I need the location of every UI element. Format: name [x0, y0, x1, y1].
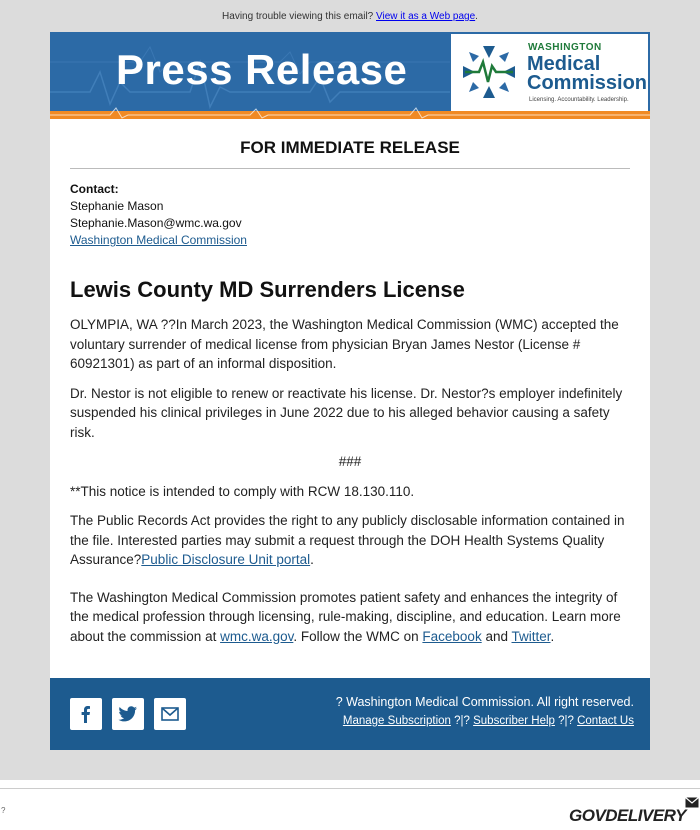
logo-commission: Commission	[527, 72, 648, 94]
footer-separator: ?|?	[554, 715, 578, 727]
contact-email: Stephanie.Mason@wmc.wa.gov	[70, 216, 242, 230]
twitter-button[interactable]	[112, 698, 144, 730]
paragraph-5-mid: . Follow the WMC on	[293, 628, 423, 644]
article-headline: Lewis County MD Surrenders License	[70, 277, 465, 302]
bottom-qmark: ?	[1, 806, 6, 815]
article-body	[70, 315, 630, 656]
web-view-text: Having trouble viewing this email?	[222, 11, 377, 22]
paragraph-1: OLYMPIA, WA ??In March 2023, the Washington Medical Commission (WMC) accepted the voluntary surrender of medical license from physician Bryan James Nestor (License # 60921301) as part of an informal disposition.	[70, 317, 619, 371]
public-disclosure-link[interactable]: Public Disclosure Unit portal	[141, 552, 311, 567]
contact-name: Stephanie Mason	[70, 199, 164, 213]
paragraph-3: **This notice is intended to comply with RCW 18.130.110.	[70, 483, 415, 499]
web-view-notice	[0, 11, 700, 22]
facebook-link[interactable]: Facebook	[422, 628, 482, 644]
banner-orange-stripe	[50, 111, 650, 119]
twitter-link[interactable]: Twitter	[511, 628, 551, 644]
paragraph-5-end: .	[550, 628, 555, 644]
orange-wave-decoration	[50, 105, 650, 119]
logo-medical: Medical	[527, 53, 601, 75]
wmc-website-link[interactable]: wmc.wa.gov	[220, 628, 294, 644]
immediate-release-heading: FOR IMMEDIATE RELEASE	[240, 138, 460, 157]
separator: ###	[338, 454, 362, 469]
footer-copyright: ? Washington Medical Commission. All right reserved.	[335, 695, 634, 709]
contact-us-link[interactable]: Contact Us	[577, 715, 634, 727]
paragraph-4-end: .	[310, 552, 314, 567]
email-card	[50, 32, 650, 750]
paragraph-2: Dr. Nestor is not eligible to renew or reactivate his license. Dr. Nestor?s employer indefinitely suspended his clinical privileges in June 2022 due to his alleged behavior causing a safety risk.	[70, 385, 623, 440]
medical-cross-icon	[461, 44, 517, 100]
facebook-button[interactable]	[70, 698, 102, 730]
banner-title: Press Release	[116, 46, 408, 93]
govdelivery-envelope-icon	[685, 797, 699, 808]
paragraph-4	[70, 511, 630, 570]
contact-block	[70, 181, 247, 249]
footer-separator: ?|?	[450, 715, 474, 727]
govdelivery-logo[interactable]: GOVDELIVERY	[569, 806, 686, 825]
wmc-logo	[451, 34, 648, 116]
contact-label: Contact:	[70, 182, 119, 196]
paragraph-5-text: The Washington Medical Commission promotes patient safety and enhances the integrity of the medical profession through licensing, rule-making, discipline, and education. Learn more about the commission at	[70, 589, 621, 644]
email-button[interactable]	[154, 698, 186, 730]
twitter-icon	[118, 705, 138, 723]
web-view-end: .	[475, 11, 478, 22]
contact-org-link[interactable]: Washington Medical Commission	[70, 233, 247, 247]
paragraph-4-text: The Public Records Act provides the right to any publicly disclosable information contained in the file. Interested parties may submit a request through the DOH Health Systems Quality Assurance?	[70, 513, 625, 567]
web-view-link[interactable]: View it as a Web page	[376, 11, 476, 22]
paragraph-5-and: and	[481, 628, 512, 644]
manage-subscription-link[interactable]: Manage Subscription	[342, 715, 451, 727]
paragraph-5	[70, 588, 630, 647]
bottom-divider	[0, 788, 700, 789]
logo-tagline: Licensing. Accountability. Leadership.	[529, 97, 629, 103]
email-icon	[161, 707, 179, 721]
email-footer	[50, 678, 650, 750]
facebook-icon	[77, 705, 95, 723]
subscriber-help-link[interactable]: Subscriber Help	[473, 715, 555, 727]
logo-washington: WASHINGTON	[528, 42, 602, 53]
divider	[70, 168, 630, 169]
footer-links	[343, 715, 634, 727]
